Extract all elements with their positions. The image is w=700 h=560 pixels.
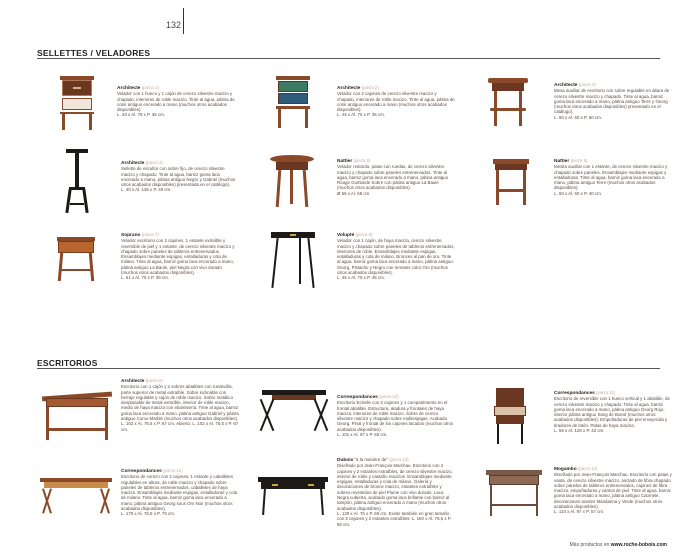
product-code: (pieza 6) (570, 158, 588, 163)
product-code: (pieza 8) (355, 232, 373, 237)
product-description: Velador con 1 cajón, de haya maciza, cerezo silvestre macizo y chapado sobre paneles de tableros entrenervados, interiores de roble. Ensamblajes mediante espigas, entalladuras y cola de milano. Bronces al pan de oro. Tinte al agua, barniz goma laca encerado a mano, pátina antiguo Georg, Pistacho y Negro con remates color Oro (muchos otros acabados disponibles). (337, 238, 455, 276)
product-name: Nattier (337, 159, 353, 164)
product-code: (pieza 9) (145, 378, 163, 383)
product-description: Mesita auxiliar con 1 estante, de cerezo silvestre macizo y chapado sobre paneles. Ensamblajes mediante espigas y entalladuras. Tinte al agua, barniz goma laca encerado a mano, pátina antiguo Terre (muchos otros acabados disponibles). (554, 164, 668, 191)
section-rule (37, 368, 660, 369)
product-text (121, 378, 239, 432)
product-code: (pieza 2) (361, 85, 379, 90)
section-rule (37, 58, 660, 59)
header-divider (183, 8, 184, 34)
section-title-escritorios: ESCRITORIOS (37, 358, 98, 368)
product-text (337, 158, 455, 196)
product-code: (pieza 4) (145, 160, 163, 165)
product-name: Mogambo (554, 467, 577, 472)
product-name: Architecte (121, 379, 145, 384)
product-image-architecte-1 (60, 76, 94, 130)
product-name: Correspondances (337, 395, 378, 400)
product-dimensions: L. 61 x Al. 70 x P. 39 cm. (121, 275, 169, 281)
product-dimensions: L. 102 x Al. 76,5 x P. 67 cm. Abierto: L. 102 x Al. 76,5 x P. 67 cm. (121, 421, 239, 432)
product-image-dubois (258, 477, 328, 515)
product-name: Architecte (337, 86, 361, 91)
product-description: Diseñado por Jean-François Marchau. Escritorio con patas y vanta, de cerezo silvestre macizo, anclado de fibra chapado sobre paneles de tableros entrenervados, cajones de fibra maciza, empuñaduras y cantos de piel. Tinte al agua, barniz goma laca encerado a mano, pátina antiguo Caomele, decoraciones aceites Mandarina y Verde (muchos otros acabados disponibles). (554, 472, 672, 510)
page-number: 132 (166, 20, 182, 30)
product-text (337, 457, 455, 527)
product-dimensions: L. 40 x Al. 135 x P. 40 cm. (121, 187, 172, 193)
product-image-correspondances-1 (262, 390, 326, 430)
product-image-architecte-2 (276, 76, 310, 128)
product-image-mogambo (486, 470, 542, 516)
product-code: (pieza 12) (163, 468, 183, 473)
product-name: Nattier (554, 159, 570, 164)
product-dimensions: L. 45 x Al. 70 x P. 45 cm. (337, 275, 385, 281)
product-dimensions: L. 60 x Al. 60 x P. 40 cm. (554, 190, 602, 196)
product-extra: "à la manière de" (354, 457, 388, 462)
footer-prefix: Más productos en (569, 542, 610, 548)
product-dimensions: L. 170 x Al. 76,5 x P. 75 cm. (121, 511, 176, 517)
product-name: Correspondances (554, 391, 595, 396)
product-dimensions: L. 45 x Al. 70 x P. 35 cm. (337, 112, 385, 118)
product-code: (pieza 10) (379, 394, 399, 399)
product-name: Dubois (337, 458, 354, 463)
product-description: Sellette de escultor con sobre fijo, de cerezo silvestre macizo y chapado. Tinte al agua, barniz goma laca encerado a mano, pátina antiguo Negro y Gabriel (muchos otros acabados disponibles) presentada en el catálogo). (121, 166, 236, 188)
product-code: (pieza 5) (353, 158, 371, 163)
product-description: Escritorio con 1 cajón y 2 sobres abatibles con ruedecilla, parte superior de metal extraíble. Sobre inclinable con herraje regulable y cajón de roble macizo. Sobre metálico desplazable de metal extraíble, interior de roble macizo, medio de haya maciza con ebanistería. Tinte al agua, barniz goma laca encerado a mano, pátina antiguo Gabriel y pátina antiguo Como Marble (muchos otros acabados disponibles). (121, 384, 239, 422)
product-code: (pieza 1) (141, 85, 159, 90)
product-description: Velador escritorio con 2 cajones, 1 estante extraíble y reversible de piel y 1 estante, de cerezo silvestre macizo y chapado sobre paneles de tableros entrenervados. Ensamblajes mediante espigas, entalladuras y cola de milano. Tinte al agua, barniz goma laca encerado a mano, pátina antiguo La Baule, piel Negra con vivo dorado (muchos otros acabados disponibles). (121, 238, 235, 276)
product-description: Escritorio de reversible con 1 hueco vertical y 1 abatible, de cerezo silvestre macizo y chapado. Tinte al agua, barniz goma laca encerado a mano, pátina antiguo Georg Rojo, interior pátina antiguo Sang de Boeuf (muchos otros acabados disponibles). Empuñaduras de piel envejecida y tiradores de latón. Patas de haya maciza. (554, 396, 670, 428)
product-code: (pieza 13) (389, 457, 409, 462)
product-description: Velador con 1 hueco y 1 cajón de cerezo silvestre macizo y chapado, interiores de roble macizo. Tinte al agua, pátina de color antiguo encerado a mano (muchos otros acabados disponibles). (117, 91, 235, 113)
product-image-soprano (57, 237, 95, 281)
product-name: Soprano (121, 233, 141, 238)
product-code: (pieza 14) (577, 466, 598, 471)
section-title-sellettes: SELLETTES / VELADORES (37, 48, 151, 58)
product-text (337, 232, 455, 281)
product-text (554, 390, 672, 433)
product-text (121, 468, 239, 517)
product-image-architecte-3 (488, 78, 528, 126)
product-text (337, 85, 455, 118)
product-text (121, 160, 239, 193)
product-dimensions: L. 101 x Al. 67 x P. 60 cm. (337, 432, 388, 438)
product-code: (pieza 11) (596, 390, 616, 395)
product-text (117, 85, 235, 118)
product-image-architecte-desk (42, 390, 112, 440)
product-image-nattier-2 (493, 159, 529, 205)
product-description: Velador redondo, patas con ruedas, de cerezo silvestre macizo y chapado sobre paneles entrenervados. Tinte al agua, barniz goma laca encerado a mano, pátina antiguo Rouge Guirlande Sobre con pátina antiguo La Baule (muchos otros acabados disponibles). (337, 164, 449, 191)
product-description: Diseñado por Jean-François Marchau. Escritorio con 2 cajones y 2 estantes extraíbles, de cerezo silvestre macizo, interior de roble y castaño macizos. Ensamblajes mediante espigas, entalladuras y cola de milano. Galería y decoraciones de bronce macizo, estantes extraíbles y sobres revestidos de piel Plume con vivo dorado. Laca Negra cubierta, acabado goma laca brillante con barniz al tampón, pátina antiguo encerado a mano (muchos otros acabados disponibles). (337, 463, 453, 511)
product-text (554, 158, 672, 196)
product-image-volupte (271, 232, 315, 288)
product-dimensions: L. 110 x Al. 97 x P. 57 cm. (554, 509, 605, 515)
product-code: (pieza 7) (141, 232, 159, 237)
product-text (554, 466, 672, 515)
product-text (337, 394, 455, 437)
product-text (121, 232, 239, 281)
footer (570, 542, 667, 548)
product-dimensions: L. 60 x Al. 60 x P. 60 cm. (554, 114, 602, 120)
product-name: Architecte (554, 83, 578, 88)
product-dimensions: L. 59 x Al. 120 x P. 42 cm. (554, 428, 605, 434)
product-description: Escritorio Echelle con 2 cajones y 1 compartimento en el frontal abatible. Estructura, atadura y frontales de haya maciza, interiores de roble macizo. Sobre de cerezo silvestre macizo y chapado sobre multiespigas. Acabado Georg, Pinal y frontal de los cajones tacados (muchos otros acabados disponibles). (337, 400, 454, 432)
product-code: (pieza 3) (578, 82, 596, 87)
product-dimensions: L. 129 x Al. 76 x P. 69 cm. Existe también en gran tamaño con 3 cajones y 2 estantes extraíbles: L. 160 x Al. 76,5 x P. 80 cm. (337, 510, 452, 527)
product-name: Architecte (121, 161, 145, 166)
footer-link[interactable]: www.roche-bobois.com (610, 542, 667, 548)
product-text (554, 82, 672, 120)
product-image-correspondances-2 (494, 388, 526, 444)
product-description: Velador con 2 cajones de cerezo silvestre macizo y chapado, interiores de roble macizo. Tinte al agua, pátina de color antiguo encerado a mano (muchos otros acabados disponibles). (337, 91, 455, 113)
product-image-architecte-4 (66, 149, 88, 213)
product-dimensions: Ø 56 x Al. 68 cm. (337, 190, 371, 196)
product-image-nattier-1 (270, 155, 314, 207)
product-name: Correspondances (121, 469, 162, 474)
product-description: Escritorio de cerezo con 2 cajones, 1 estante y caballetes regulables en altura, de roble macizo y chapado sobre paneles de tableros entrenervados, caballetes de haya maciza. Ensamblajes mediante espigas, entalladuras y cola de milano. Tinte al agua, barniz goma laca encerado a mano, pátina antiguo Georg sous Ors Noir (muchos otros acabados disponibles). (121, 474, 238, 512)
product-name: Volupté (337, 233, 355, 238)
product-description: Mesa auxiliar de escritorio con sobre regulable en altura de cerezo silvestre macizo y chapado. Tinte al agua, barniz goma laca encerado a mano, pátina antiguo Terre y Georg (muchos otros acabados disponibles) presentado en el catálogo). (554, 88, 670, 115)
product-name: Architecte (117, 86, 141, 91)
product-dimensions: L. 43 x Al. 76 x P. 35 cm. (117, 112, 165, 118)
product-image-correspondances-3 (40, 478, 112, 514)
